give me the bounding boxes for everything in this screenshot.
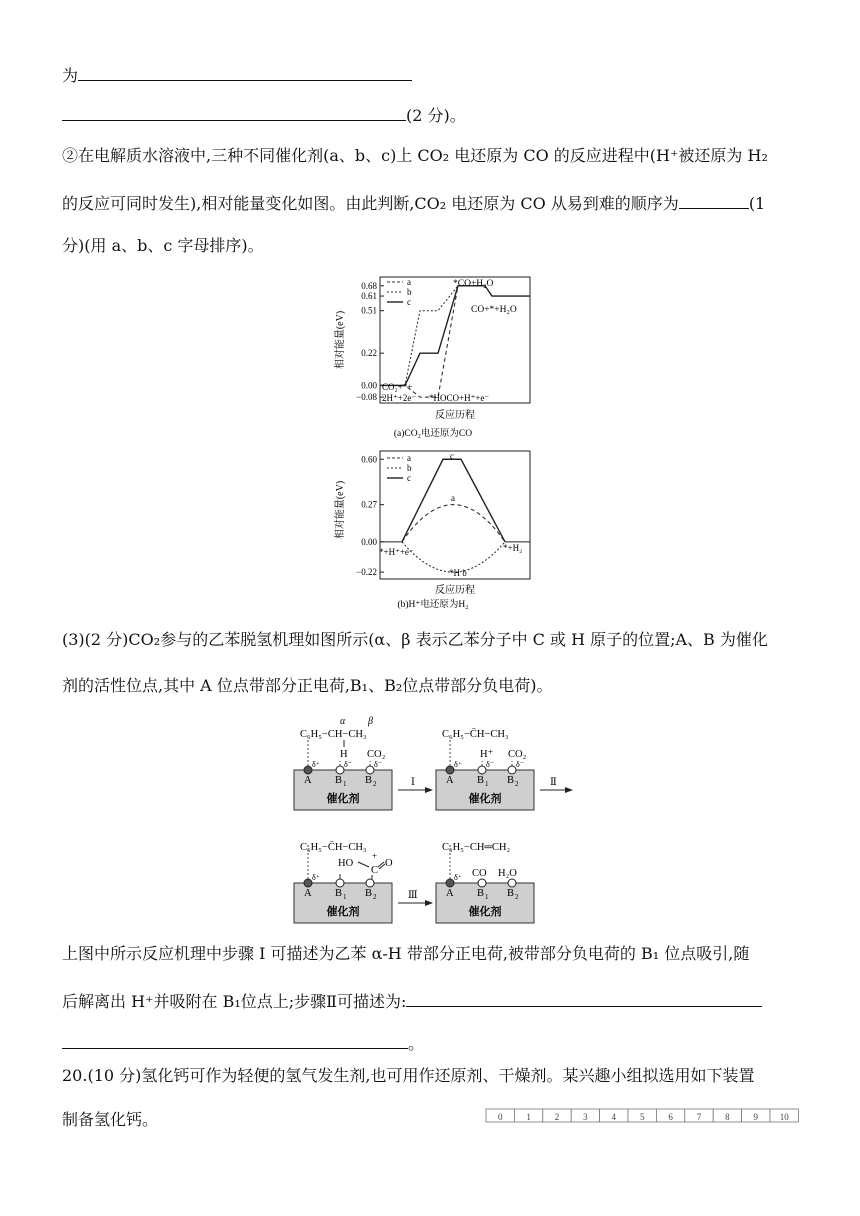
beta-label: β — [368, 716, 373, 727]
delta-negative: δ⁻ — [486, 760, 494, 769]
answer-blank-3[interactable] — [679, 192, 749, 209]
text-l1: 为 — [62, 66, 79, 85]
annotation-start: *+H⁺+e⁻ — [379, 547, 414, 557]
annotation-hoco: *HOCO+H⁺+e⁻ — [429, 393, 490, 403]
delta-negative: δ⁻ — [344, 760, 352, 769]
site-b1-label: B — [477, 888, 485, 899]
figure-caption: (a)CO₂电还原为CO — [393, 429, 473, 439]
y-axis-label: 相对能量(eV) — [335, 310, 346, 370]
ruler-number: 6 — [668, 1112, 673, 1122]
site-b1-label: B — [335, 775, 343, 786]
p3-molecule: C₆H₅−C̄H−CH₃ — [300, 842, 367, 853]
site-a-label: A — [446, 775, 454, 786]
p3-ho: HO — [338, 858, 354, 869]
site-b2 — [508, 879, 516, 887]
p3-c: C — [371, 865, 379, 876]
line-11: 20.(10 分)氢化钙可作为轻便的氢气发生剂,也可用作还原剂、干燥剂。某兴趣小组拟选用如下装置 — [62, 1066, 755, 1085]
site-b2 — [508, 766, 516, 774]
p4-h2o: H₂O — [498, 868, 517, 879]
site-b2-label: B — [507, 775, 515, 786]
site-a-label: A — [304, 775, 312, 786]
site-b2-sub: 2 — [373, 780, 377, 788]
annotation-a: a — [451, 493, 455, 503]
step-3-label: Ⅲ — [408, 890, 418, 901]
y-tick-label: 0.60 — [361, 454, 377, 465]
site-b1 — [336, 879, 344, 887]
site-b2-label: B — [365, 888, 373, 899]
series-c — [380, 286, 530, 386]
answer-blank-1[interactable] — [78, 64, 412, 81]
step-1-label: Ⅰ — [411, 777, 415, 788]
ruler-number: 7 — [696, 1112, 702, 1122]
annotation-h-b: *H b — [449, 568, 467, 578]
legend-c: c — [407, 297, 411, 307]
ruler-number: 2 — [554, 1112, 560, 1122]
ruler-number: 9 — [753, 1112, 759, 1122]
legend-b: b — [407, 463, 412, 473]
figure-b-h-reduction — [325, 448, 540, 612]
plot-frame — [380, 451, 530, 579]
delta-positive: δ⁺ — [454, 873, 462, 882]
site-b1-sub: 1 — [485, 893, 489, 901]
line-3: ②在电解质水溶液中,三种不同催化剂(a、b、c)上 CO₂ 电还原为 CO 的反应进程中(H⁺被还原为 H₂ — [62, 146, 768, 165]
text-l4-suffix: (1 — [748, 194, 766, 213]
legend-a: a — [407, 453, 411, 463]
line-8: 上图中所示反应机理中步骤 Ⅰ 可描述为乙苯 α-H 带部分正电荷,被带部分负电荷的 B₁ 位点吸引,随 — [62, 944, 750, 963]
delta-positive: δ⁺ — [312, 873, 320, 882]
delta-positive: δ⁺ — [312, 760, 320, 769]
p4-molecule: C₆H₅−CH═CH₂ — [442, 842, 511, 853]
site-a — [304, 879, 312, 887]
y-tick-label: 0.68 — [361, 280, 377, 291]
site-a-label: A — [304, 888, 312, 899]
y-tick-label: 0.00 — [361, 536, 377, 547]
site-b1-label: B — [477, 775, 485, 786]
y-tick-label: 0.27 — [361, 499, 377, 510]
alpha-label: α — [340, 716, 346, 727]
site-b1 — [478, 766, 486, 774]
site-b2-label: B — [507, 888, 515, 899]
site-b2-sub: 2 — [373, 893, 377, 901]
figure-caption: (b)H⁺电还原为H₂ — [397, 600, 469, 610]
series-b — [380, 286, 530, 386]
annotation-co-h2o: *CO+H₂O — [453, 279, 494, 289]
delta-negative: δ⁻ — [374, 760, 382, 769]
catalyst-label: 催化剂 — [468, 793, 502, 805]
ruler-number: 1 — [526, 1112, 531, 1122]
line-10 — [62, 1032, 424, 1054]
ruler — [485, 1108, 799, 1124]
ruler-number: 10 — [779, 1112, 789, 1122]
ruler-number: 0 — [497, 1112, 503, 1122]
site-b2 — [366, 766, 374, 774]
y-tick-label: 0.51 — [361, 305, 377, 316]
p3-plus: + — [372, 851, 378, 861]
site-b1-label: B — [335, 888, 343, 899]
site-b1-sub: 1 — [343, 893, 347, 901]
y-tick-label: 0.22 — [361, 348, 377, 359]
text-l9: 后解离出 H⁺并吸附在 B₁位点上;步骤Ⅱ可描述为: — [62, 992, 407, 1011]
annotation-co2: CO₂+*+ — [382, 382, 413, 392]
p2-hplus: H⁺ — [480, 749, 494, 760]
ruler-number: 8 — [725, 1112, 730, 1122]
site-b1-sub: 1 — [343, 780, 347, 788]
figure-a-co2-reduction — [325, 272, 540, 444]
legend-a: a — [407, 277, 411, 287]
p1-molecule: C₆H₅−CH−CH₃ — [300, 729, 367, 740]
line-9 — [62, 990, 762, 1012]
p3-o: O — [385, 858, 393, 869]
text-l4: 的反应可同时发生),相对能量变化如图。由此判断,CO₂ 电还原为 CO 从易到难的顺序为 — [62, 194, 679, 213]
delta-positive: δ⁺ — [454, 760, 462, 769]
line-1 — [62, 64, 412, 86]
text-l2: (2 分)。 — [406, 106, 466, 125]
site-b1-sub: 1 — [485, 780, 489, 788]
y-axis-label: 相对能量(eV) — [335, 480, 346, 540]
mechanism-figure — [282, 710, 582, 932]
site-b2-sub: 2 — [515, 893, 519, 901]
answer-blank-4[interactable] — [406, 990, 762, 1007]
site-a — [304, 766, 312, 774]
p1-co2: CO₂ — [367, 749, 386, 760]
x-axis-label: 反应历程 — [435, 410, 475, 421]
p1-h: H — [340, 749, 348, 760]
site-b2-sub: 2 — [515, 780, 519, 788]
legend-b: b — [407, 287, 412, 297]
ruler-number: 4 — [611, 1112, 617, 1122]
line-6: (3)(2 分)CO₂参与的乙苯脱氢机理如图所示(α、β 表示乙苯分子中 C 或 H 原子的位置;A、B 为催化 — [62, 630, 768, 649]
x-axis-label: 反应历程 — [435, 585, 475, 596]
site-a — [446, 766, 454, 774]
p2-co2: CO₂ — [508, 749, 527, 760]
line-5: 分)(用 a、b、c 字母排序)。 — [62, 236, 264, 255]
annotation-end: *+H₂ — [503, 543, 523, 553]
site-a — [446, 879, 454, 887]
annotation-co-star-h2o: CO+*+H₂O — [471, 305, 517, 315]
y-tick-label: −0.22 — [356, 567, 377, 578]
line-4 — [62, 192, 765, 214]
p2-molecule: C₆H₅−C̄H−CH₃ — [442, 729, 509, 740]
answer-blank-5[interactable] — [62, 1032, 408, 1049]
answer-blank-2[interactable] — [62, 104, 406, 121]
catalyst-panel-3 — [294, 845, 392, 923]
catalyst-label: 催化剂 — [326, 793, 360, 805]
site-b2 — [366, 879, 374, 887]
text-l10: 。 — [408, 1034, 425, 1053]
catalyst-label: 催化剂 — [326, 906, 360, 918]
annotation-2h: 2H⁺+2e⁻ — [382, 393, 417, 403]
site-b2-label: B — [365, 775, 373, 786]
ruler-number: 3 — [583, 1112, 588, 1122]
site-b1 — [478, 879, 486, 887]
line-2 — [62, 104, 466, 126]
line-12: 制备氢化钙。 — [62, 1110, 159, 1129]
site-b1 — [336, 766, 344, 774]
legend-c: c — [407, 473, 411, 483]
p4-co: CO — [472, 868, 487, 879]
annotation-c: c — [450, 451, 454, 461]
catalyst-panel-4 — [436, 845, 534, 923]
site-a-label: A — [446, 888, 454, 899]
y-tick-label: −0.08 — [356, 392, 377, 403]
y-tick-label: 0.00 — [361, 380, 377, 391]
step-2-label: Ⅱ — [550, 777, 557, 788]
ruler-number: 5 — [639, 1112, 645, 1122]
line-7: 剂的活性位点,其中 A 位点带部分正电荷,B₁、B₂位点带部分负电荷)。 — [62, 676, 553, 695]
delta-negative: δ⁻ — [516, 760, 524, 769]
catalyst-label: 催化剂 — [468, 906, 502, 918]
y-tick-label: 0.61 — [361, 291, 377, 302]
